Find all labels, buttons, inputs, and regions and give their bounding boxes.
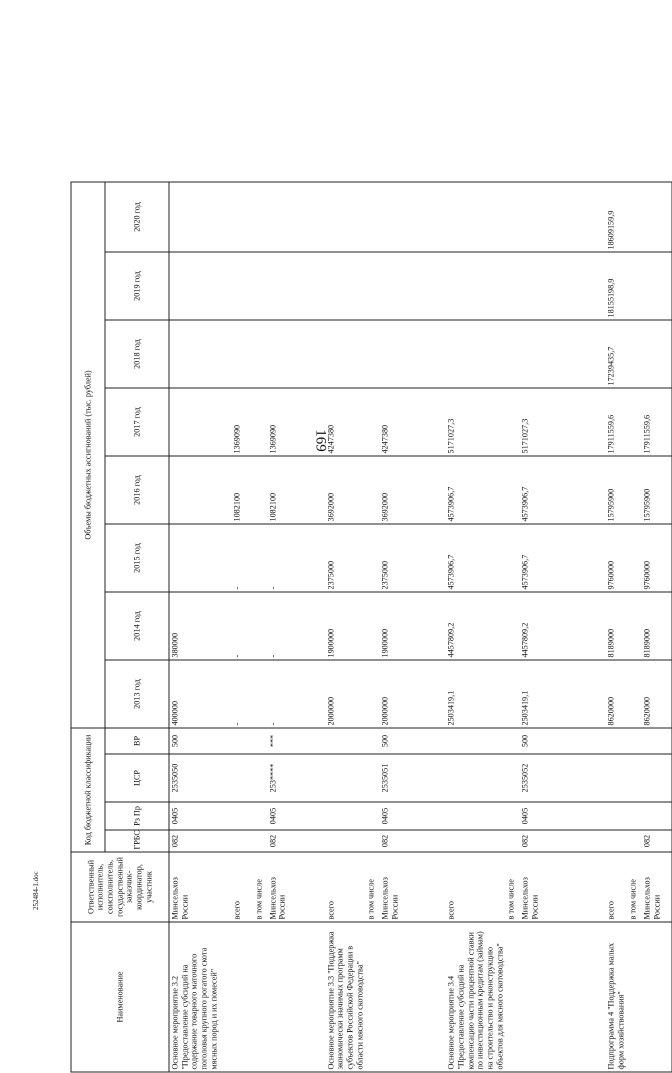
row-value: 15795900 <box>606 456 628 524</box>
row-value <box>169 252 231 320</box>
row-grbs: 082 <box>642 830 672 852</box>
row-value <box>366 320 380 388</box>
row-value: 2375000 <box>380 524 446 592</box>
row-value <box>446 320 506 388</box>
row-value: 8189000 <box>642 592 672 660</box>
row-value <box>506 592 520 660</box>
row-executor: всего <box>231 852 253 922</box>
header-executor: Ответственный исполнитель, соисполнитель, государственный заказчик-координатор, участник <box>71 852 169 922</box>
row-csr: 2535050 <box>169 754 231 802</box>
row-executor: Минсельхоз России <box>380 852 446 922</box>
row-value <box>169 320 231 388</box>
row-value <box>366 660 380 728</box>
row-grbs <box>325 830 366 852</box>
row-value: 18155198,9 <box>606 252 628 320</box>
row-vr <box>606 728 628 754</box>
row-value: 1082100 <box>231 456 253 524</box>
row-value: 9760000 <box>642 524 672 592</box>
row-value <box>628 592 642 660</box>
row-rzpr <box>253 802 267 830</box>
row-value: 1900000 <box>380 592 446 660</box>
row-value: 18609159,9 <box>606 182 628 252</box>
table-row <box>267 182 325 1072</box>
table-row <box>253 182 267 1072</box>
table-row <box>325 182 366 1072</box>
row-value: 3692000 <box>325 456 366 524</box>
row-value: 17239435,7 <box>606 320 628 388</box>
row-csr <box>366 754 380 802</box>
row-value <box>380 252 446 320</box>
row-value <box>267 320 325 388</box>
row-rzpr <box>506 802 520 830</box>
header-year: 2020 год <box>105 182 169 252</box>
row-vr <box>446 728 506 754</box>
row-vr: 500 <box>380 728 446 754</box>
row-rzpr: 0405 <box>520 802 606 830</box>
row-vr <box>628 728 642 754</box>
row-value <box>446 252 506 320</box>
document-code: 252484-1.doc <box>32 830 40 910</box>
row-value: 2000000 <box>325 660 366 728</box>
row-csr: 253**** <box>267 754 325 802</box>
row-value <box>366 388 380 456</box>
row-value: - <box>231 660 253 728</box>
row-value: 4573906,7 <box>446 456 506 524</box>
row-value: 2503419,1 <box>446 660 506 728</box>
row-name: Основное мероприятие 3.4 "Предоставление субсидий на компенсацию части процентной ставки по инвестиционным кредитам (займам) на строительство и реконструкцию объектов для мясного скотоводства" <box>446 922 506 1072</box>
row-value <box>366 252 380 320</box>
row-value <box>325 320 366 388</box>
row-executor: Минсельхоз России <box>267 852 325 922</box>
row-value <box>642 320 672 388</box>
row-value <box>231 182 253 252</box>
table-row <box>366 182 380 1072</box>
row-value <box>253 388 267 456</box>
row-csr <box>628 754 642 802</box>
row-value <box>506 456 520 524</box>
row-grbs <box>231 830 253 852</box>
row-rzpr <box>642 802 672 830</box>
table-row <box>520 182 606 1072</box>
table-row <box>169 182 231 1072</box>
row-value <box>169 456 231 524</box>
row-value <box>506 524 520 592</box>
header-rzpr: Рз Пр <box>105 802 169 830</box>
row-value <box>628 456 642 524</box>
row-grbs <box>628 830 642 852</box>
row-value <box>628 182 642 252</box>
row-value: 4573906,7 <box>520 456 606 524</box>
row-value <box>628 524 642 592</box>
row-value <box>253 456 267 524</box>
row-executor: в том числе <box>506 852 520 922</box>
row-value <box>231 252 253 320</box>
row-value <box>253 182 267 252</box>
row-value: 4247380 <box>380 388 446 456</box>
row-executor: Минсельхоз России <box>642 852 672 922</box>
row-value <box>506 660 520 728</box>
row-executor: в том числе <box>628 852 642 922</box>
row-value: - <box>267 660 325 728</box>
row-value: - <box>267 592 325 660</box>
row-csr <box>325 754 366 802</box>
row-value <box>628 660 642 728</box>
row-grbs <box>366 830 380 852</box>
header-amounts: Объемы бюджетных ассигнований (тыс. рублей) <box>71 182 105 728</box>
row-name: Основное мероприятие 3.2 "Предоставление субсидий на содержание товарного маточного поголовья крупного рогатого скота мясных пород и их помесей" <box>169 922 231 1072</box>
row-name: Основное мероприятие 3.3 "Поддержка экономически значимых программ субъектов Российской Федерации в области мясного скотоводства" <box>325 922 366 1072</box>
row-value <box>366 456 380 524</box>
row-value <box>169 182 231 252</box>
row-csr <box>642 754 672 802</box>
row-grbs <box>606 830 628 852</box>
row-value: 4573906,7 <box>520 524 606 592</box>
row-vr: 500 <box>169 728 231 754</box>
header-budget-code: Код бюджетной классификации <box>71 728 105 852</box>
row-value <box>380 182 446 252</box>
row-value <box>506 388 520 456</box>
table-body <box>169 182 672 1072</box>
header-year: 2017 год <box>105 388 169 456</box>
row-value: 380000 <box>169 592 231 660</box>
header-grbs: ГРБС <box>105 830 169 852</box>
row-executor: всего <box>446 852 506 922</box>
row-value <box>506 320 520 388</box>
row-executor: в том числе <box>366 852 380 922</box>
header-vr: ВР <box>105 728 169 754</box>
row-value: 2375000 <box>325 524 366 592</box>
row-vr <box>506 728 520 754</box>
row-value: 1082100 <box>267 456 325 524</box>
row-rzpr: 0405 <box>267 802 325 830</box>
row-csr: 2535052 <box>520 754 606 802</box>
row-value: 4457809,2 <box>520 592 606 660</box>
row-value <box>642 252 672 320</box>
row-value <box>231 320 253 388</box>
row-csr: 2535051 <box>380 754 446 802</box>
row-name <box>520 922 606 1072</box>
row-value <box>267 252 325 320</box>
row-value <box>325 182 366 252</box>
row-value: - <box>231 592 253 660</box>
row-executor: в том числе <box>253 852 267 922</box>
row-vr <box>253 728 267 754</box>
header-year: 2018 год <box>105 320 169 388</box>
row-value: 3692000 <box>380 456 446 524</box>
row-grbs: 082 <box>267 830 325 852</box>
row-executor: Минсельхоз России <box>169 852 231 922</box>
table-row <box>506 182 520 1072</box>
row-rzpr <box>446 802 506 830</box>
row-value <box>253 320 267 388</box>
row-rzpr <box>366 802 380 830</box>
row-value <box>325 252 366 320</box>
row-vr <box>231 728 253 754</box>
header-year: 2014 год <box>105 592 169 660</box>
row-value <box>366 524 380 592</box>
row-name <box>366 922 380 1072</box>
row-value <box>267 182 325 252</box>
row-csr <box>606 754 628 802</box>
budget-table <box>71 181 672 1072</box>
header-year: 2016 год <box>105 456 169 524</box>
header-name: Наименование <box>71 922 169 1072</box>
row-executor: всего <box>325 852 366 922</box>
row-value: 15795900 <box>642 456 672 524</box>
row-rzpr: 0405 <box>169 802 231 830</box>
row-rzpr <box>628 802 642 830</box>
row-name <box>628 922 642 1072</box>
row-csr <box>446 754 506 802</box>
row-vr <box>325 728 366 754</box>
row-rzpr <box>325 802 366 830</box>
row-name: Подпрограмма 4 "Поддержка малых форм хозяйствования" <box>606 922 628 1072</box>
row-name <box>506 922 520 1072</box>
row-grbs: 082 <box>380 830 446 852</box>
table-row <box>380 182 446 1072</box>
row-csr <box>506 754 520 802</box>
row-value <box>169 524 231 592</box>
row-executor: всего <box>606 852 628 922</box>
page-number: 169 <box>312 421 329 461</box>
row-value: 1900000 <box>325 592 366 660</box>
row-vr <box>642 728 672 754</box>
row-vr <box>366 728 380 754</box>
row-value <box>628 388 642 456</box>
row-value <box>169 388 231 456</box>
row-value <box>628 252 642 320</box>
row-value <box>253 524 267 592</box>
row-grbs <box>446 830 506 852</box>
row-grbs <box>253 830 267 852</box>
row-csr <box>231 754 253 802</box>
row-grbs <box>506 830 520 852</box>
row-value: 8189000 <box>606 592 628 660</box>
row-value <box>253 252 267 320</box>
row-vr: 500 <box>520 728 606 754</box>
row-value <box>520 320 606 388</box>
row-value <box>253 660 267 728</box>
table-row <box>446 182 506 1072</box>
row-value <box>642 182 672 252</box>
row-value <box>366 182 380 252</box>
row-value: 17911559,6 <box>642 388 672 456</box>
row-name <box>231 922 253 1072</box>
row-executor: Минсельхоз России <box>520 852 606 922</box>
rotated-table-container <box>71 183 596 1073</box>
row-name <box>642 922 672 1072</box>
header-csr: ЦСР <box>105 754 169 802</box>
row-value: 4457809,2 <box>446 592 506 660</box>
table-row <box>606 182 628 1072</box>
row-value: 8620000 <box>606 660 628 728</box>
row-rzpr <box>231 802 253 830</box>
row-value: - <box>267 524 325 592</box>
row-grbs: 082 <box>520 830 606 852</box>
row-value <box>506 252 520 320</box>
row-value: 2503419,1 <box>520 660 606 728</box>
row-value: 1369090 <box>231 388 253 456</box>
table-row <box>231 182 253 1072</box>
table-row <box>642 182 672 1072</box>
row-value: 17911559,6 <box>606 388 628 456</box>
row-name <box>253 922 267 1072</box>
row-value: 8620000 <box>642 660 672 728</box>
row-value <box>380 320 446 388</box>
row-value: 2000000 <box>380 660 446 728</box>
row-value <box>506 182 520 252</box>
header-year: 2015 год <box>105 524 169 592</box>
table-header <box>71 182 169 1072</box>
row-value: 9760000 <box>606 524 628 592</box>
row-grbs: 082 <box>169 830 231 852</box>
row-value <box>253 592 267 660</box>
row-value <box>628 320 642 388</box>
row-vr: *** <box>267 728 325 754</box>
row-value <box>446 182 506 252</box>
row-rzpr: 0405 <box>380 802 446 830</box>
row-value: 400000 <box>169 660 231 728</box>
row-value: 4573906,7 <box>446 524 506 592</box>
table-row <box>628 182 642 1072</box>
row-value <box>520 252 606 320</box>
row-value: 1369090 <box>267 388 325 456</box>
row-value: 5171027,3 <box>520 388 606 456</box>
row-value: - <box>231 524 253 592</box>
row-rzpr <box>606 802 628 830</box>
row-name <box>267 922 325 1072</box>
row-name <box>380 922 446 1072</box>
row-value: 5171027,3 <box>446 388 506 456</box>
row-value <box>366 592 380 660</box>
row-value <box>520 182 606 252</box>
row-csr <box>253 754 267 802</box>
row-value: 4247380 <box>325 388 366 456</box>
header-year: 2019 год <box>105 252 169 320</box>
header-year: 2013 год <box>105 660 169 728</box>
